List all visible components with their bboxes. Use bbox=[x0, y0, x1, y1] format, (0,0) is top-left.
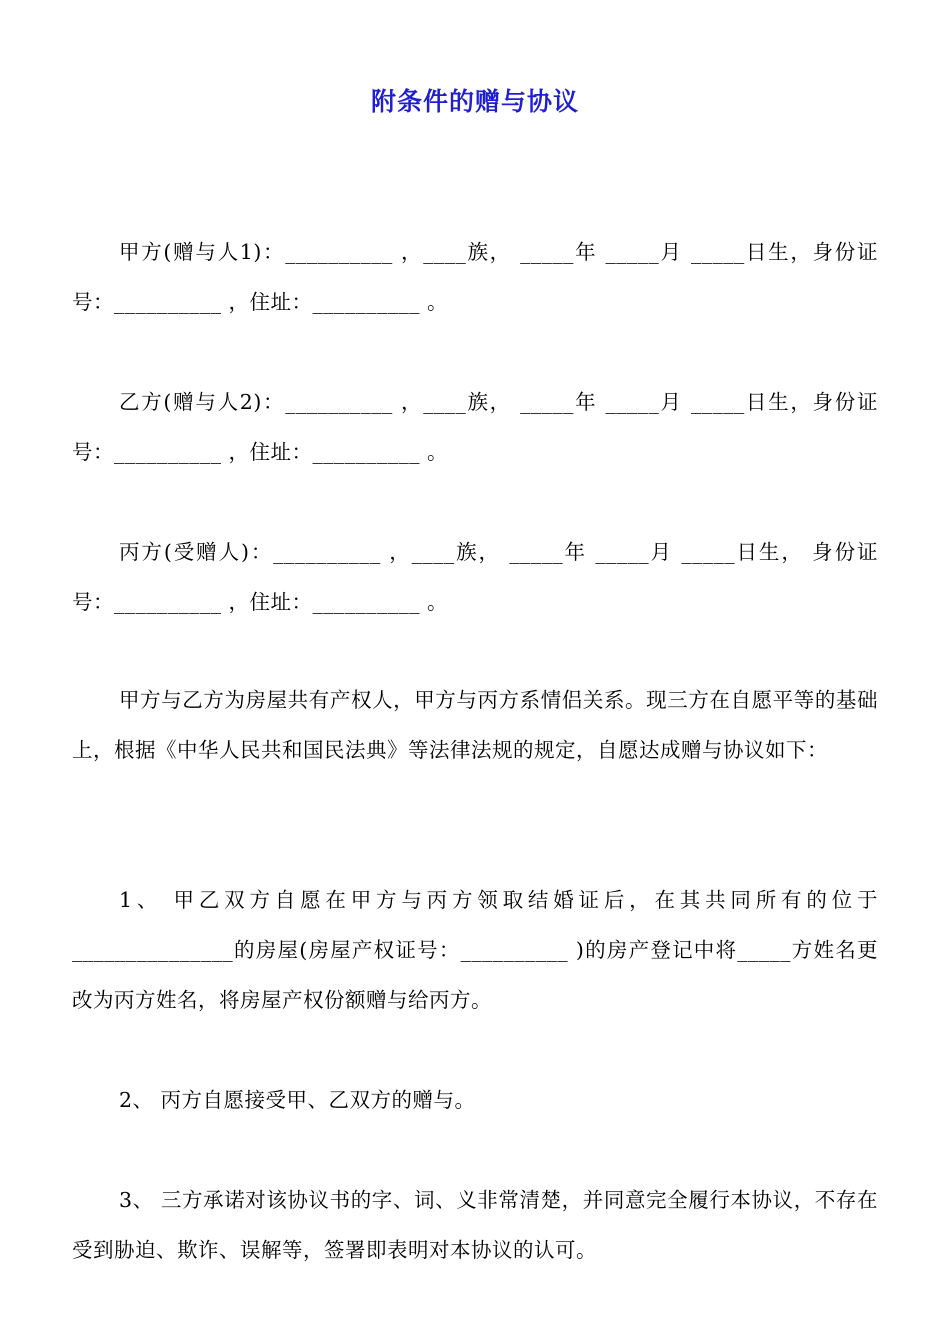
clause-1-paragraph: 1、 甲乙双方自愿在甲方与丙方领取结婚证后，在其共同所有的位于_______________的房屋(房屋产权证号：__________ )的房产登记中将_____方姓名更改为丙方姓名，将房屋产权份额赠与给丙方。 bbox=[72, 888, 878, 1012]
party-b-info-paragraph: 乙方(赠与人2)：__________ ，____族， _____年 _____月 _____日生，身份证号：__________ ，住址：__________ 。 bbox=[72, 390, 878, 464]
document-title: 附条件的赠与协议 bbox=[370, 87, 579, 116]
clause-3-paragraph: 3、 三方承诺对该协议书的字、词、义非常清楚，并同意完全履行本协议，不存在受到胁迫、欺诈、误解等，签署即表明对本协议的认可。 bbox=[72, 1188, 878, 1262]
party-c-info-paragraph: 丙方(受赠人)：__________ ，____族， _____年 _____月 _____日生， 身份证号：__________ ，住址：__________ 。 bbox=[72, 540, 878, 614]
party-a-info-paragraph: 甲方(赠与人1)：__________ ，____族， _____年 _____月 _____日生，身份证号：__________ ，住址：__________ 。 bbox=[72, 240, 878, 314]
clause-2-paragraph: 2、 丙方自愿接受甲、乙双方的赠与。 bbox=[119, 1088, 476, 1112]
preamble-paragraph: 甲方与乙方为房屋共有产权人，甲方与丙方系情侣关系。现三方在自愿平等的基础上，根据《中华人民共和国民法典》等法律法规的规定，自愿达成赠与协议如下： bbox=[72, 688, 878, 762]
